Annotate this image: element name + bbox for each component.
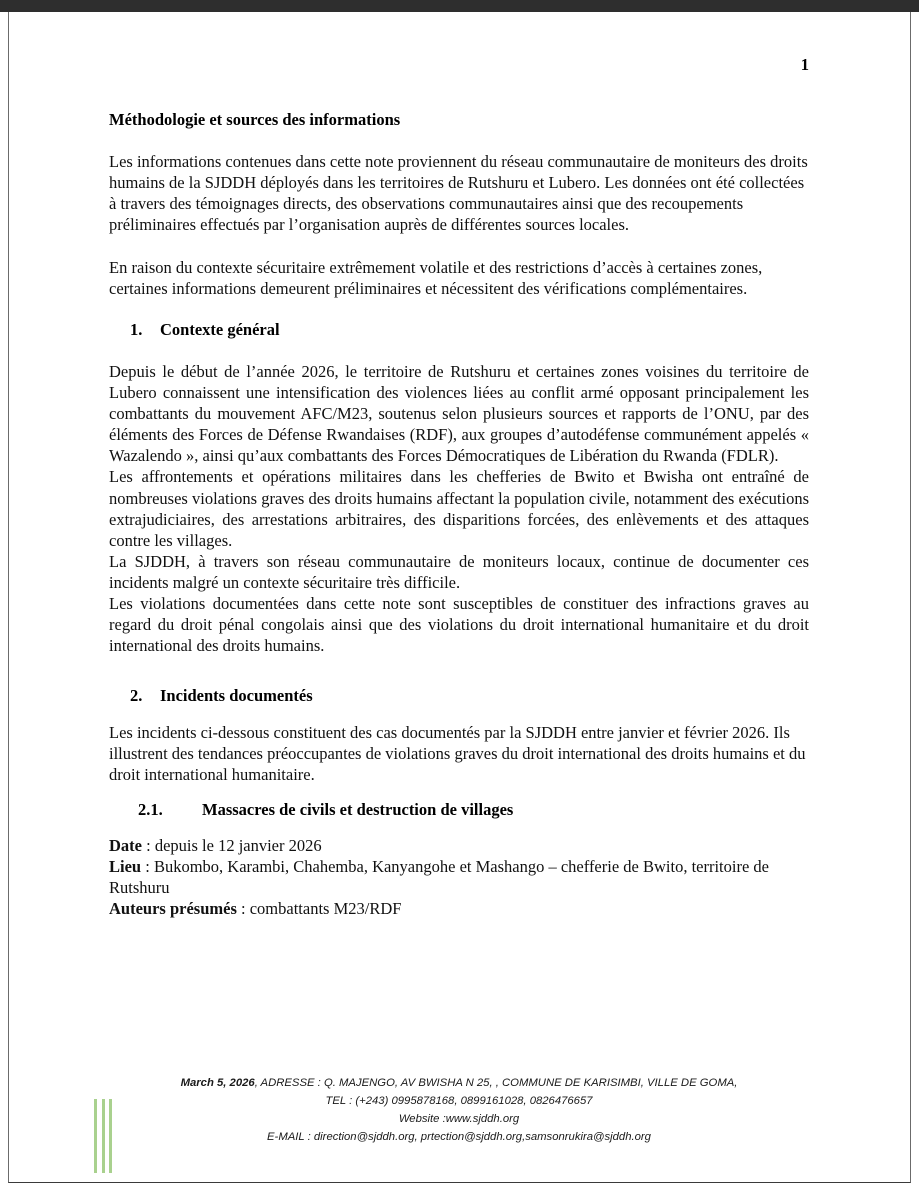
field-date-value: depuis le 12 janvier 2026 <box>154 836 322 856</box>
heading-section-1-number: 1. <box>130 319 143 339</box>
heading-section-2-title: Incidents documentés <box>160 686 313 706</box>
footer-website-line: Website :www.sjddh.org <box>398 1112 520 1125</box>
heading-subsection-2-1-number: 2.1. <box>138 799 163 819</box>
field-auteurs-separator: : <box>236 899 250 919</box>
field-date-separator: : <box>141 836 155 856</box>
heading-methodologie: Méthodologie et sources des informations <box>109 110 401 129</box>
field-lieu-label: Lieu <box>109 857 142 877</box>
footer-date: March 5, 2026 <box>180 1077 255 1089</box>
field-date-label: Date <box>109 836 142 856</box>
heading-section-1 <box>109 320 809 340</box>
field-lieu-value: Bukombo, Karambi, Chahemba, Kanyangohe et Mashango – chefferie de Bwito, territoire de Rutshuru <box>109 857 769 898</box>
field-auteurs-value: combattants M23/RDF <box>249 899 402 919</box>
paragraph-methodologie-1: Les informations contenues dans cette note proviennent du réseau communautaire de moniteurs des droits humains de la SJDDH déployés dans les territoires de Rutshuru et Lubero. Les données ont été collectées à travers des témoignages directs, des observations communautaires ainsi que des recoupements préliminaires effectués par l’organisation auprès de différentes sources locales. <box>109 152 808 235</box>
paragraph-section-1-1: Depuis le début de l’année 2026, le territoire de Rutshuru et certaines zones voisines du territoire de Lubero connaissent une intensification des violences liées au conflit armé opposant principalement les combattants du mouvement AFC/M23, soutenus selon plusieurs sources et rapports de l’ONU, par des éléments des Forces de Défense Rwandaises (RDF), aux groupes d’autodéfense communément appelés « Wazalendo », ainsi qu’aux combattants des Forces Démocratiques de Libération du Rwanda (FDLR). <box>109 361 809 466</box>
footer-address: , ADRESSE : Q. MAJENGO, AV BWISHA N 25, , COMMUNE DE KARISIMBI, VILLE DE GOMA, <box>254 1077 738 1089</box>
field-auteurs-label: Auteurs présumés <box>109 899 237 919</box>
footer-address-line <box>109 1075 809 1093</box>
footer-tel-line: TEL : (+243) 0995878168, 0899161028, 0826476657 <box>325 1094 593 1107</box>
field-date <box>109 835 809 856</box>
page-number: 1 <box>800 55 809 74</box>
field-auteurs-presumes <box>109 898 809 919</box>
paragraph-section-1-3: La SJDDH, à travers son réseau communautaire de moniteurs locaux, continue de documenter ces incidents malgré un contexte sécuritaire très difficile. <box>109 551 809 592</box>
heading-section-2-number: 2. <box>130 686 143 706</box>
field-lieu <box>109 856 809 898</box>
green-bar-2 <box>102 1099 105 1173</box>
paragraph-section-2-1: Les incidents ci-dessous constituent des cas documentés par la SJDDH entre janvier et février 2026. Ils illustrent des tendances préoccupantes de violations graves du droit international des droits humains et du droit international humanitaire. <box>109 722 806 784</box>
document-content <box>109 0 809 919</box>
heading-section-1-title: Contexte général <box>160 319 280 339</box>
heading-section-2 <box>109 686 809 706</box>
heading-subsection-2-1 <box>109 800 809 820</box>
paragraph-section-1-4: Les violations documentées dans cette note sont susceptibles de constituer des infractions graves au regard du droit pénal congolais ainsi que des violations du droit international humanitaire et du droit international des droits humains. <box>109 594 809 656</box>
footer-email-line: E-MAIL : direction@sjddh.org, prtection@sjddh.org,samsonrukira@sjddh.org <box>267 1130 651 1143</box>
field-lieu-separator: : <box>141 857 154 877</box>
paragraph-methodologie-2: En raison du contexte sécuritaire extrêmement volatile et des restrictions d’accès à certaines zones, certaines informations demeurent préliminaires et nécessitent des vérifications complémentaires. <box>109 257 763 298</box>
heading-subsection-2-1-title: Massacres de civils et destruction de villages <box>202 799 514 819</box>
green-bar-1 <box>94 1099 97 1173</box>
page-footer <box>109 1075 809 1146</box>
paragraph-section-1-2: Les affrontements et opérations militaires dans les chefferies de Bwito et Bwisha ont entraîné de nombreuses violations graves des droits humains affectant la population civile, notamment des exécutions extrajudiciaires, des arrestations arbitraires, des disparitions forcées, des enlèvements et des attaques contre les villages. <box>109 467 809 550</box>
